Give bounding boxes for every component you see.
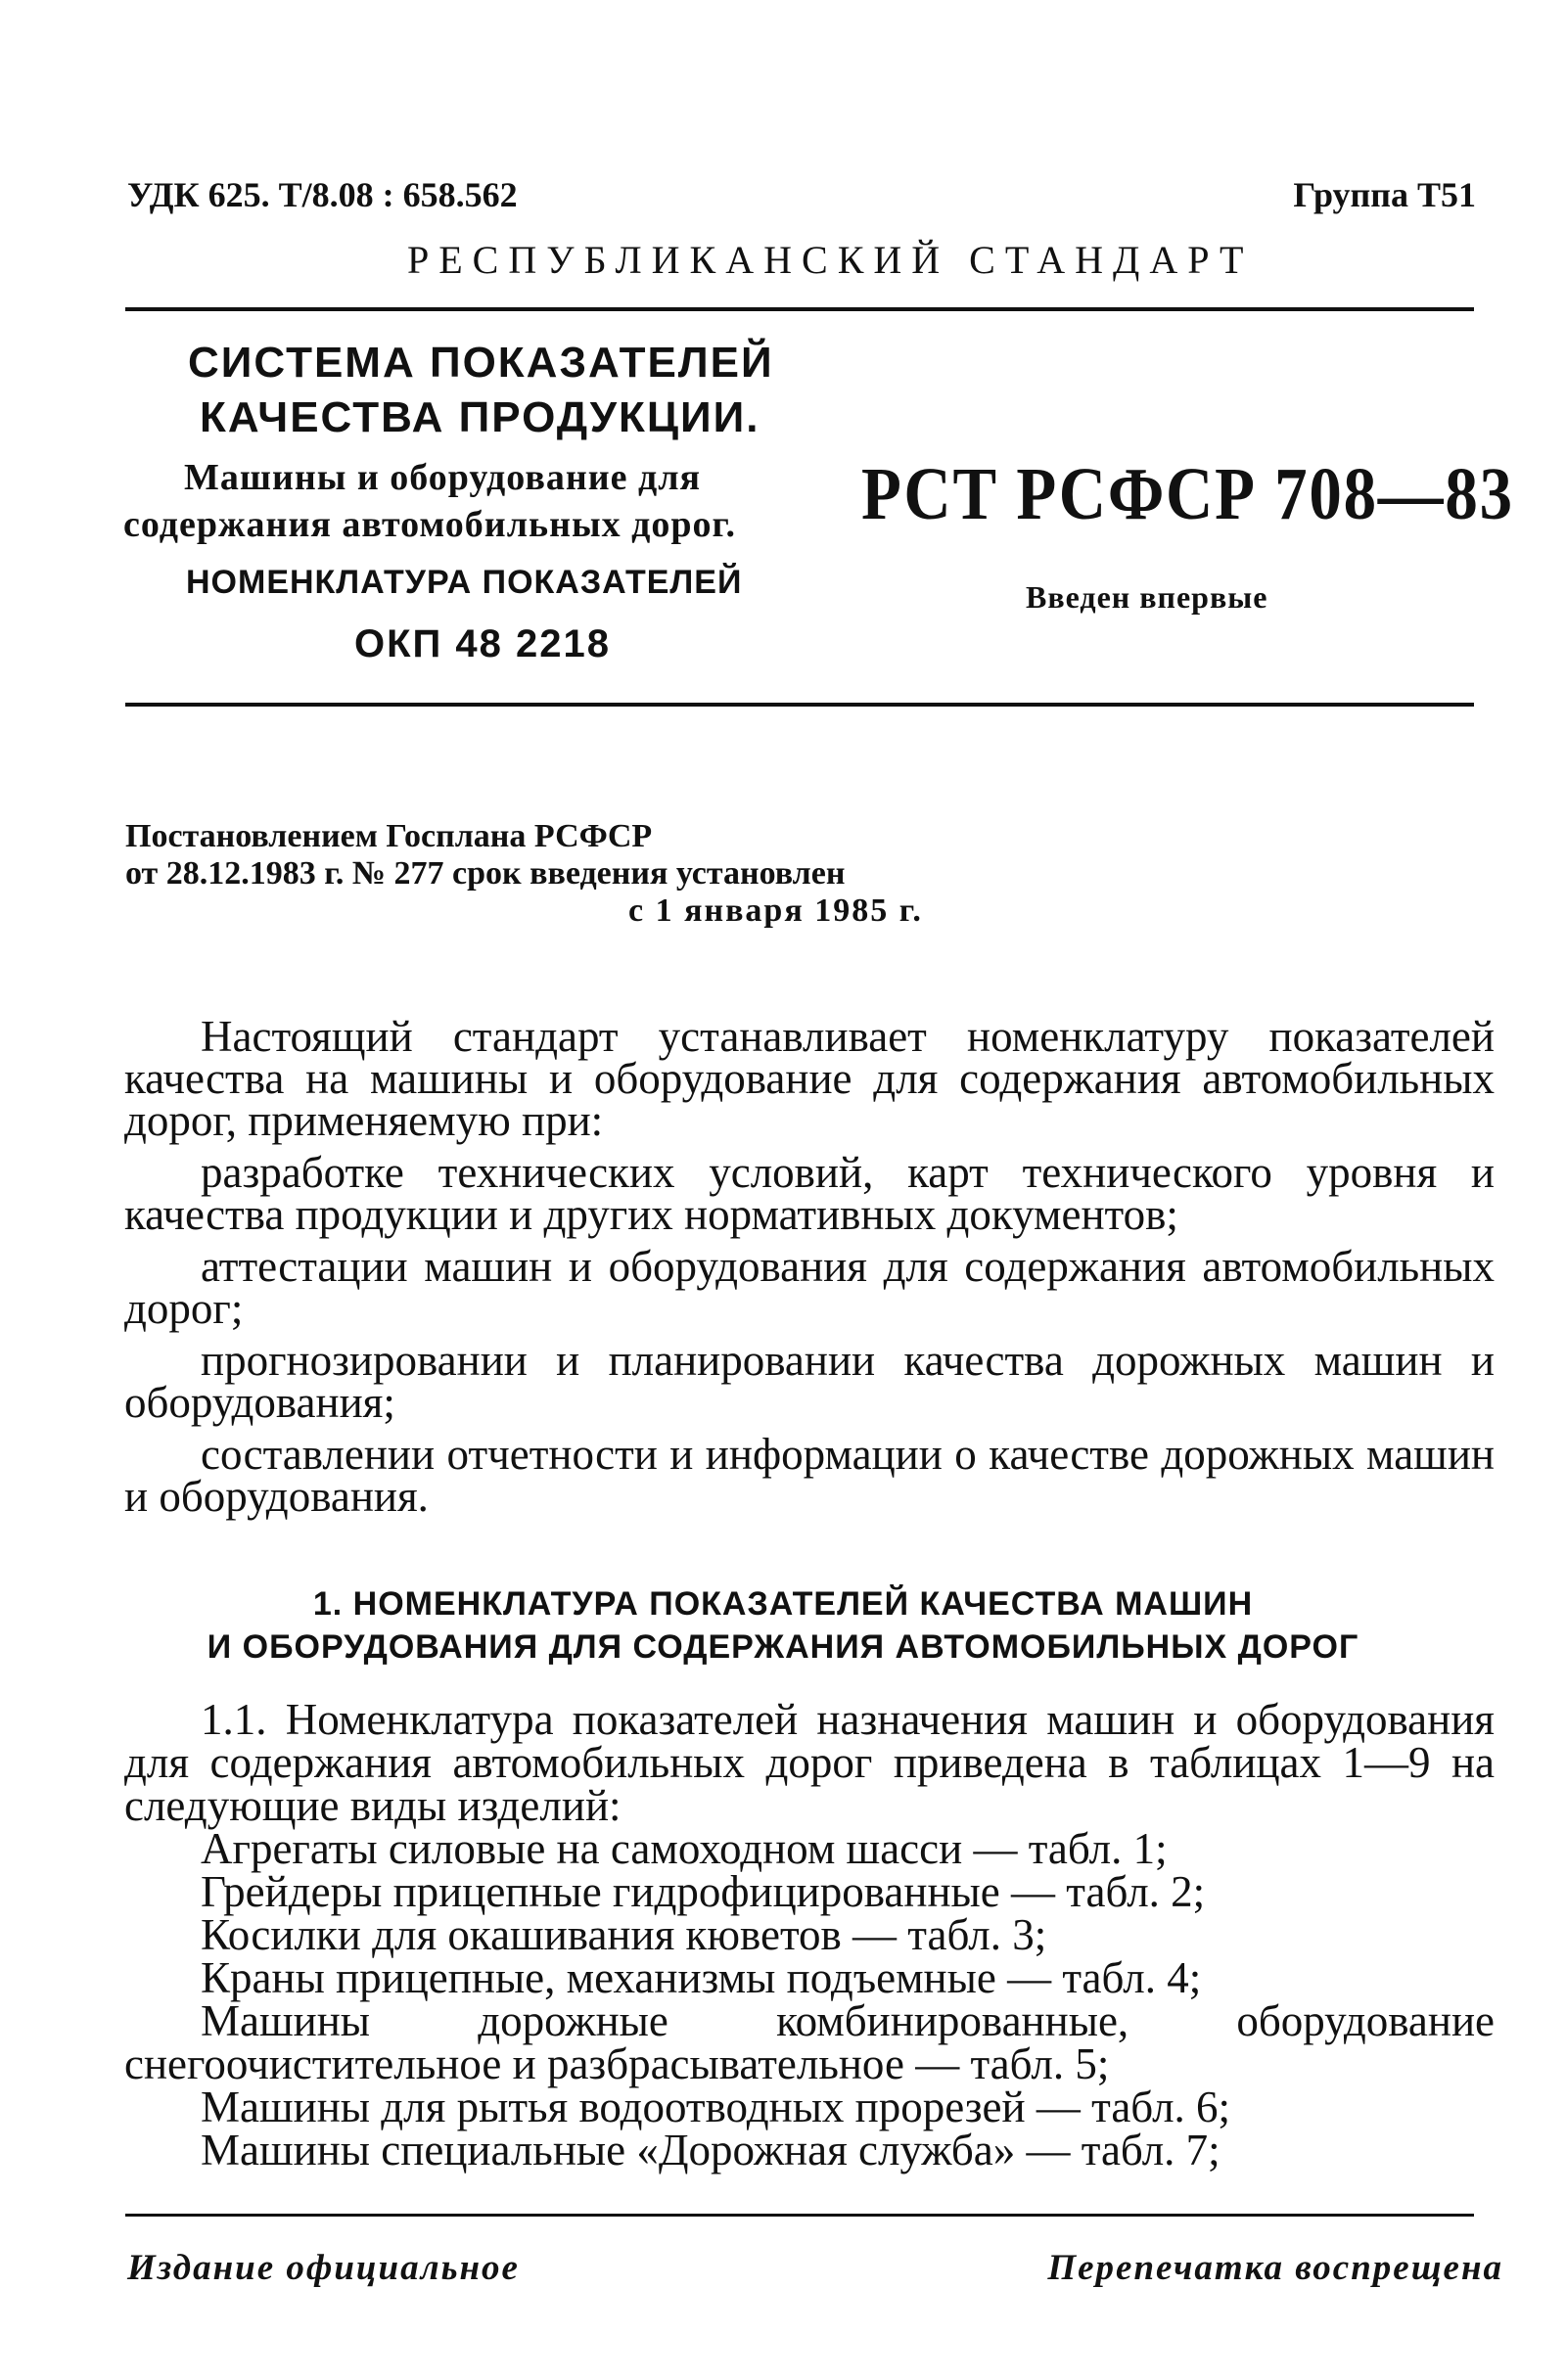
list-item: Косилки для окашивания кюветов — табл. 3;: [201, 1910, 1047, 1959]
footer-reprint-prohibited: Перепечатка воспрещена: [1047, 2248, 1503, 2288]
list-item: Машины специальные «Дорожная служба» — табл. 7;: [201, 2126, 1221, 2174]
resolution-line3: с 1 января 1985 г.: [628, 892, 923, 929]
intro-item-forecasting: прогнозировании и планировании качества дорожных машин и оборудования;: [124, 1336, 1495, 1427]
udk-code: УДК 625. Т/8.08 : 658.562: [127, 175, 518, 214]
intro-paragraph: Настоящий стандарт устанавливает номенклатуру показателей качества на машины и оборудование для содержания автомобильных дорог, применяемую при:: [124, 1012, 1495, 1145]
okp-code: ОКП 48 2218: [354, 622, 611, 665]
standard-type: РЕСПУБЛИКАНСКИЙ СТАНДАРТ: [407, 238, 1254, 282]
nomenclature-label: НОМЕНКЛАТУРА ПОКАЗАТЕЛЕЙ: [186, 564, 743, 601]
subtitle-line2: содержания автомобильных дорог.: [123, 504, 736, 545]
intro-item-reporting: составлении отчетности и информации о качестве дорожных машин и оборудования.: [124, 1430, 1495, 1521]
list-item: Грейдеры прицепные гидрофицированные — табл. 2;: [201, 1867, 1206, 1916]
title-line2: КАЧЕСТВА ПРОДУКЦИИ.: [200, 393, 760, 441]
clause-text: [124, 1695, 1495, 2174]
intro-item-certification: аттестации машин и оборудования для содержания автомобильных дорог;: [124, 1242, 1495, 1333]
introduced-note: Введен впервые: [1026, 579, 1268, 615]
list-item: Краны прицепные, механизмы подъемные — табл. 4;: [201, 1953, 1202, 2002]
intro-text: [124, 1012, 1495, 1521]
list-item: Агрегаты силовые на самоходном шасси — табл. 1;: [201, 1824, 1168, 1873]
group-code: Группа Т51: [1293, 175, 1476, 214]
list-item: Машины дорожные комбинированные, оборудование снегоочистительное и разбрасывательное — табл. 5;: [124, 1996, 1495, 2088]
resolution-line2: от 28.12.1983 г. № 277 срок введения установлен: [125, 855, 846, 892]
bottom-rule: [125, 703, 1474, 707]
subtitle-line1: Машины и оборудование для: [184, 457, 702, 498]
clause-1-1: 1.1. Номенклатура показателей назначения машин и оборудования для содержания автомобильных дорог приведена в таблицах 1—9 на следующие виды изделий:: [124, 1695, 1495, 1830]
title-line1: СИСТЕМА ПОКАЗАТЕЛЕЙ: [188, 339, 774, 387]
section-heading-line1: 1. НОМЕНКЛАТУРА ПОКАЗАТЕЛЕЙ КАЧЕСТВА МАШИН: [312, 1585, 1254, 1623]
top-rule: [125, 307, 1474, 311]
standard-designation: РСТ РСФСР 708—83: [861, 453, 1514, 535]
footer-official-edition: Издание официальное: [127, 2248, 520, 2288]
resolution-line1: Постановлением Госплана РСФСР: [125, 818, 653, 854]
section-heading-line2: И ОБОРУДОВАНИЯ ДЛЯ СОДЕРЖАНИЯ АВТОМОБИЛЬНЫХ ДОРОГ: [207, 1628, 1359, 1666]
intro-item-development: разработке технических условий, карт технического уровня и качества продукции и других нормативных документов;: [124, 1148, 1495, 1239]
footer-rule: [125, 2214, 1474, 2217]
list-item: Машины для рытья водоотводных прорезей — табл. 6;: [201, 2082, 1231, 2131]
